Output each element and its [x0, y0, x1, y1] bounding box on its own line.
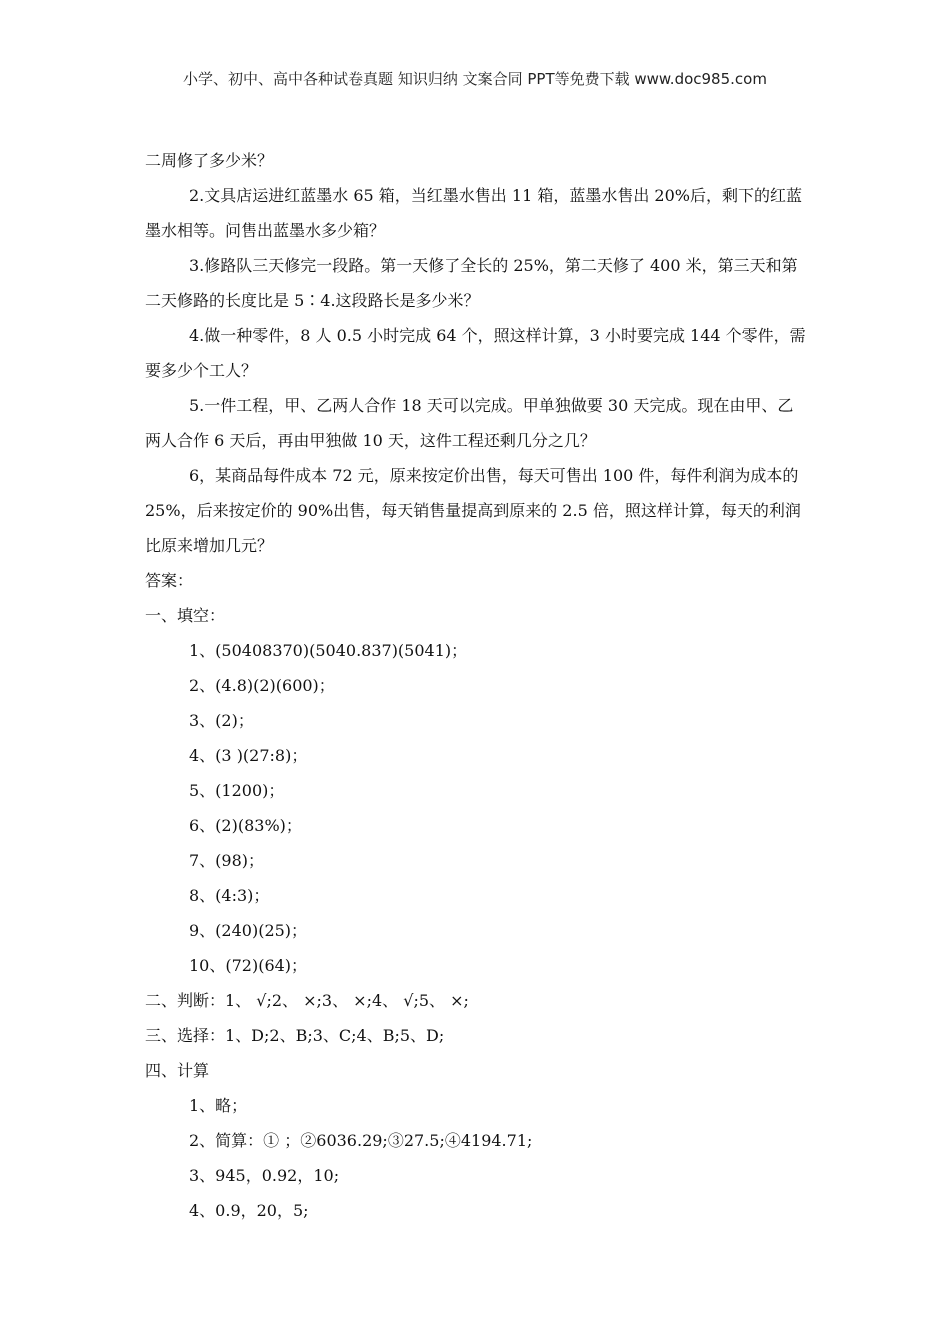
fill-blank-heading: 一、填空：	[145, 606, 226, 625]
question-6-line-1: 6，某商品每件成本 72 元，原来按定价出售，每天可售出 100 件，每件利润为成本的	[189, 466, 799, 485]
question-4-line-1: 4.做一种零件，8 人 0.5 小时完成 64 个，照这样计算，3 小时要完成 144 个零件，需	[189, 326, 806, 345]
question-6-line-3: 比原来增加几元？	[145, 536, 274, 555]
question-4-line-2: 要多少个工人？	[145, 361, 258, 380]
question-1-tail: 二周修了多少米？	[145, 151, 274, 170]
fill-answer-3: 3、(2)；	[189, 711, 254, 730]
question-2-line-2: 墨水相等。问售出蓝墨水多少箱？	[145, 221, 386, 240]
fill-answer-9: 9、(240)(25)；	[189, 921, 308, 940]
fill-answer-5: 5、(1200)；	[189, 781, 285, 800]
calc-answer-4: 4、0.9，20，5;	[189, 1201, 309, 1220]
fill-answer-1: 1、(50408370)(5040.837)(5041)；	[189, 641, 468, 660]
document-body	[145, 143, 807, 1228]
judge-answers: 二、判断：1、 √;2、 ×;3、 ×;4、 √;5、 ×;	[145, 991, 469, 1010]
fill-answer-10: 10、(72)(64)；	[189, 956, 308, 975]
question-5-line-2: 两人合作 6 天后，再由甲独做 10 天，这件工程还剩几分之几？	[145, 431, 596, 450]
fill-answer-4: 4、(3 )(27:8)；	[189, 746, 308, 765]
question-5-line-1: 5.一件工程，甲、乙两人合作 18 天可以完成。甲单独做要 30 天完成。现在由甲、乙	[189, 396, 794, 415]
calc-answer-2: 2、简算：① ；②6036.29;③27.5;④4194.71;	[189, 1131, 533, 1150]
page-header: 小学、初中、高中各种试卷真题 知识归纳 文案合同 PPT等免费下载 www.doc985.com	[183, 70, 767, 88]
question-3-line-1: 3.修路队三天修完一段路。第一天修了全长的 25%，第二天修了 400 米，第三天和第	[189, 256, 798, 275]
fill-answer-6: 6、(2)(83%)；	[189, 816, 302, 835]
fill-answer-2: 2、(4.8)(2)(600)；	[189, 676, 335, 695]
calc-answer-3: 3、945，0.92，10;	[189, 1166, 340, 1185]
fill-answer-7: 7、(98)；	[189, 851, 265, 870]
question-2-line-1: 2.文具店运进红蓝墨水 65 箱，当红墨水售出 11 箱，蓝墨水售出 20%后，剩下的红蓝	[189, 186, 802, 205]
calc-heading: 四、计算	[145, 1061, 210, 1080]
fill-answer-8: 8、(4:3)；	[189, 886, 270, 905]
question-3-line-2: 二天修路的长度比是 5∶4.这段路长是多少米？	[145, 291, 480, 310]
answers-title: 答案：	[145, 571, 194, 590]
choice-answers: 三、选择：1、D;2、B;3、C;4、B;5、D;	[145, 1026, 445, 1045]
calc-answer-1: 1、略；	[189, 1096, 248, 1115]
question-6-line-2: 25%，后来按定价的 90%出售，每天销售量提高到原来的 2.5 倍，照这样计算，每天的利润	[145, 501, 801, 520]
